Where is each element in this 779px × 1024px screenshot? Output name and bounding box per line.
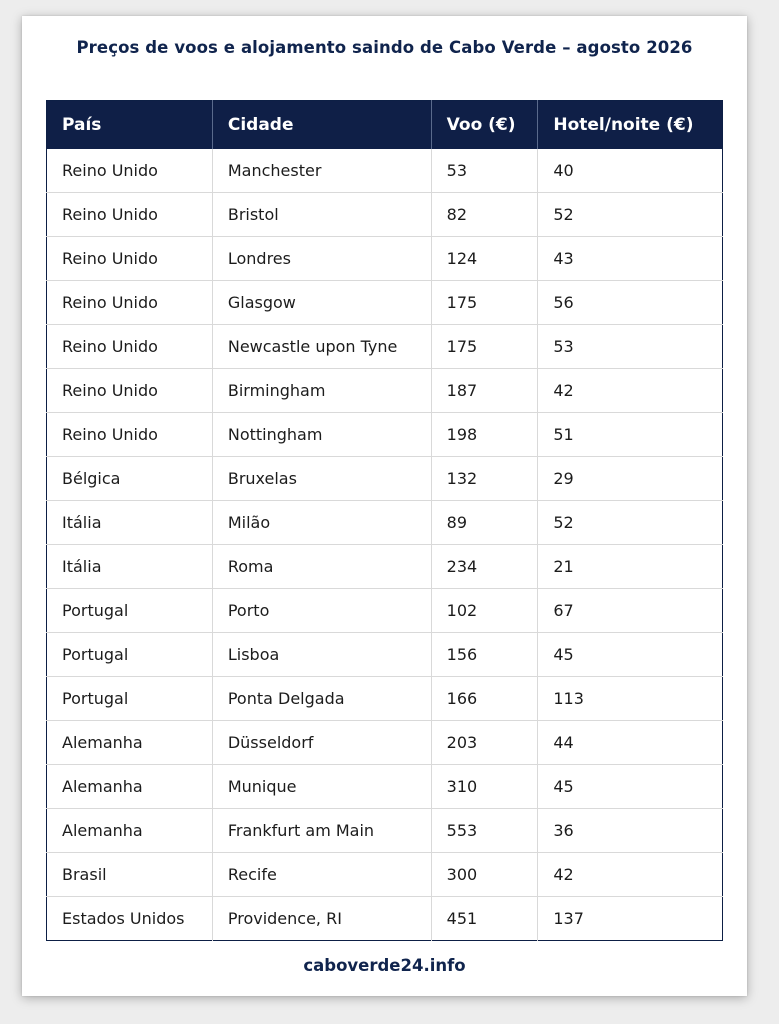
table-row (47, 237, 723, 281)
country-cell: Portugal (47, 589, 213, 633)
table-row (47, 677, 723, 721)
hotel-price-cell: 29 (538, 457, 723, 501)
header-row (47, 101, 723, 150)
document-card (22, 16, 747, 996)
flight-price-cell: 166 (431, 677, 538, 721)
hotel-price-cell: 44 (538, 721, 723, 765)
site-footer: caboverde24.info (303, 956, 466, 975)
table-row (47, 501, 723, 545)
hotel-price-cell: 67 (538, 589, 723, 633)
city-cell: Bristol (212, 193, 431, 237)
table-row (47, 765, 723, 809)
header-flight-price: Voo (€) (431, 101, 538, 150)
hotel-price-cell: 53 (538, 325, 723, 369)
table-row (47, 193, 723, 237)
prices-table (46, 100, 723, 941)
country-cell: Brasil (47, 853, 213, 897)
hotel-price-cell: 40 (538, 149, 723, 193)
hotel-price-cell: 42 (538, 853, 723, 897)
flight-price-cell: 175 (431, 281, 538, 325)
country-cell: Reino Unido (47, 237, 213, 281)
city-cell: Roma (212, 545, 431, 589)
hotel-price-cell: 45 (538, 765, 723, 809)
flight-price-cell: 102 (431, 589, 538, 633)
page-title: Preços de voos e alojamento saindo de Cabo Verde – agosto 2026 (76, 38, 693, 57)
hotel-price-cell: 45 (538, 633, 723, 677)
flight-price-cell: 310 (431, 765, 538, 809)
hotel-price-cell: 52 (538, 501, 723, 545)
country-cell: Bélgica (47, 457, 213, 501)
country-cell: Reino Unido (47, 413, 213, 457)
hotel-price-cell: 51 (538, 413, 723, 457)
flight-price-cell: 203 (431, 721, 538, 765)
header-hotel-price: Hotel/noite (€) (538, 101, 723, 150)
hotel-price-cell: 21 (538, 545, 723, 589)
city-cell: Londres (212, 237, 431, 281)
table-row (47, 853, 723, 897)
hotel-price-cell: 113 (538, 677, 723, 721)
table-row (47, 413, 723, 457)
country-cell: Itália (47, 501, 213, 545)
city-cell: Birmingham (212, 369, 431, 413)
header-city: Cidade (212, 101, 431, 150)
flight-price-cell: 132 (431, 457, 538, 501)
table-row (47, 721, 723, 765)
flight-price-cell: 175 (431, 325, 538, 369)
city-cell: Newcastle upon Tyne (212, 325, 431, 369)
flight-price-cell: 53 (431, 149, 538, 193)
city-cell: Recife (212, 853, 431, 897)
table-row (47, 281, 723, 325)
flight-price-cell: 451 (431, 897, 538, 941)
city-cell: Manchester (212, 149, 431, 193)
country-cell: Estados Unidos (47, 897, 213, 941)
country-cell: Reino Unido (47, 193, 213, 237)
country-cell: Portugal (47, 677, 213, 721)
country-cell: Alemanha (47, 721, 213, 765)
table-body (47, 149, 723, 941)
hotel-price-cell: 42 (538, 369, 723, 413)
country-cell: Alemanha (47, 765, 213, 809)
country-cell: Reino Unido (47, 369, 213, 413)
country-cell: Itália (47, 545, 213, 589)
header-country: País (47, 101, 213, 150)
table-row (47, 897, 723, 941)
flight-price-cell: 89 (431, 501, 538, 545)
table-row (47, 325, 723, 369)
country-cell: Reino Unido (47, 149, 213, 193)
table-row (47, 149, 723, 193)
table-row (47, 589, 723, 633)
country-cell: Reino Unido (47, 281, 213, 325)
city-cell: Munique (212, 765, 431, 809)
flight-price-cell: 300 (431, 853, 538, 897)
table-header (47, 101, 723, 150)
country-cell: Reino Unido (47, 325, 213, 369)
city-cell: Porto (212, 589, 431, 633)
hotel-price-cell: 52 (538, 193, 723, 237)
table-row (47, 457, 723, 501)
city-cell: Glasgow (212, 281, 431, 325)
table-row (47, 809, 723, 853)
country-cell: Portugal (47, 633, 213, 677)
city-cell: Providence, RI (212, 897, 431, 941)
table-row (47, 545, 723, 589)
flight-price-cell: 187 (431, 369, 538, 413)
city-cell: Düsseldorf (212, 721, 431, 765)
city-cell: Frankfurt am Main (212, 809, 431, 853)
flight-price-cell: 198 (431, 413, 538, 457)
hotel-price-cell: 137 (553, 909, 584, 928)
flight-price-cell: 234 (431, 545, 538, 589)
flight-price-cell: 82 (431, 193, 538, 237)
city-cell: Milão (212, 501, 431, 545)
city-cell: Ponta Delgada (212, 677, 431, 721)
flight-price-cell: 156 (431, 633, 538, 677)
hotel-price-cell: 43 (538, 237, 723, 281)
hotel-price-cell: 56 (538, 281, 723, 325)
flight-price-cell: 553 (431, 809, 538, 853)
table-row (47, 633, 723, 677)
table-row (47, 369, 723, 413)
city-cell: Lisboa (212, 633, 431, 677)
flight-price-cell: 124 (431, 237, 538, 281)
city-cell: Bruxelas (212, 457, 431, 501)
country-cell: Alemanha (47, 809, 213, 853)
city-cell: Nottingham (212, 413, 431, 457)
hotel-price-cell: 36 (538, 809, 723, 853)
